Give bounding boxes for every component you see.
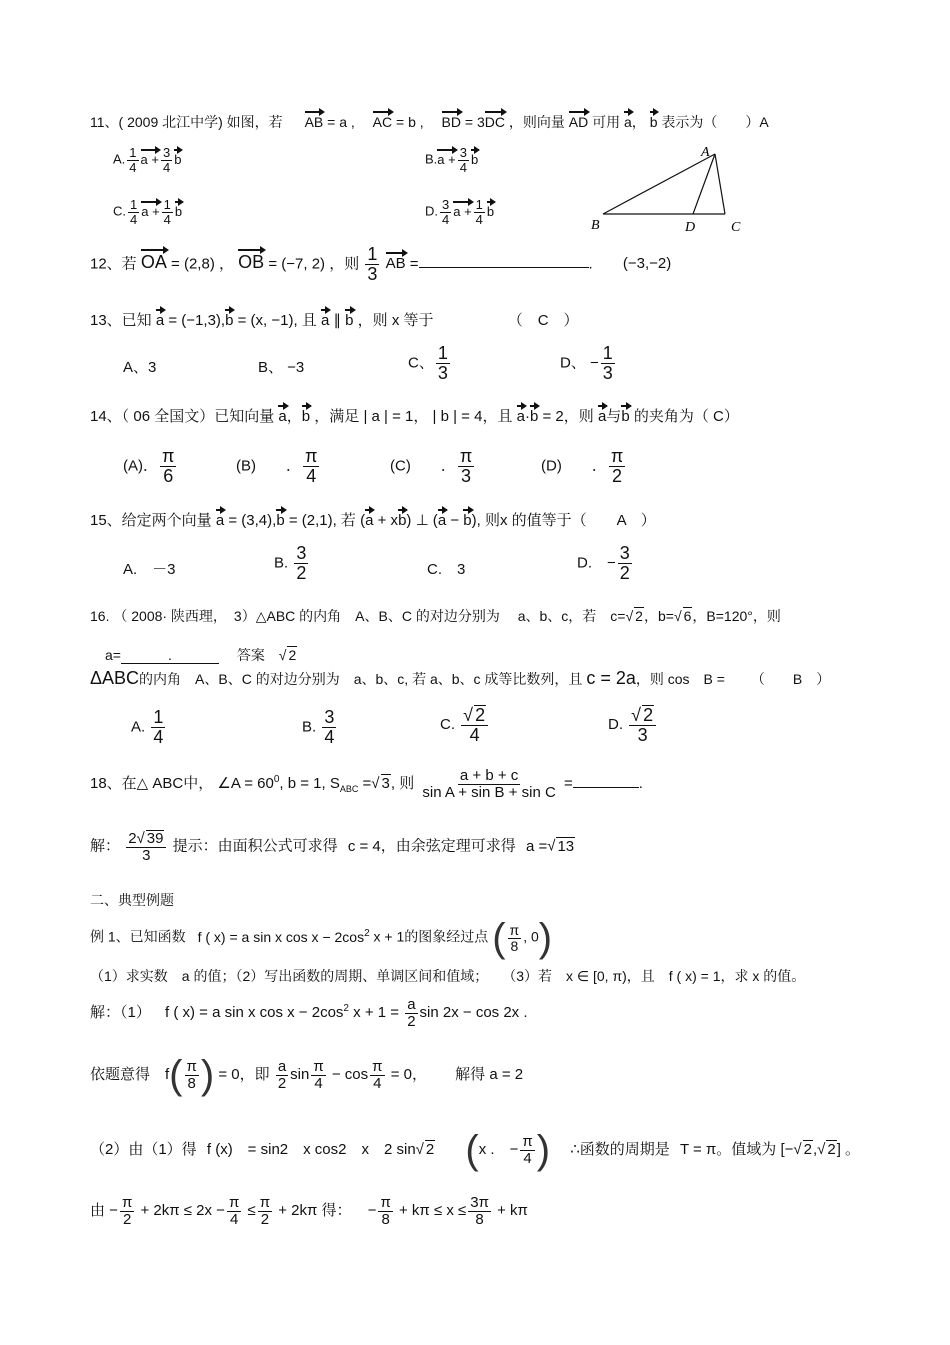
side-AC xyxy=(715,154,725,214)
q13-option-c: C、 $\frac{1}{3}$ xyxy=(408,343,448,383)
q11-stem: 11、( 2009 北江中学) 如图，若 AB = a , AC = b , BD = 3DC ，则向量 AD 可用 a， b 表示为（ ）A xyxy=(90,110,769,131)
q15: 15、给定两个向量 a = (3,4),b = (2,1), 若 (a + xb) ⊥ (a − b), 则x 的值等于（ A ） xyxy=(90,508,656,530)
q14-option-d: (D) ． $\frac{\pi}{2}$ xyxy=(541,446,624,486)
answer-blank[interactable] xyxy=(419,267,589,268)
q16-answer-blank[interactable]: . xyxy=(121,647,219,664)
vec-AB: AB xyxy=(305,110,324,131)
q11-option-c: C. $\frac{1}{4}$ a + $\frac{1}{4}$ b xyxy=(113,197,183,227)
q15-option-c: C. 3 xyxy=(427,561,466,578)
section-heading: 二、典型例题 xyxy=(90,892,174,908)
q13: 13、已知 a = (−1,3),b = (x, −1), 且 a ∥ b ，则 x 等于 （ C ） xyxy=(90,308,579,330)
vec-AC: AC xyxy=(373,110,392,131)
q16-answer-line: a= . 答案 √ 2 xyxy=(105,647,297,663)
example-1: 例 1、已知函数 f ( x) = a sin x $\cos x - 2\cos^2$ x + 1的图象经过点 ( $\frac{\pi}{8}$ , 0) xyxy=(90,916,553,960)
vec-OB: OB xyxy=(238,248,264,274)
vertex-label-A: A xyxy=(701,145,710,160)
vertex-label-D: D xyxy=(685,220,696,235)
q17-option-c: C. $\frac{√ 2}{4}$ xyxy=(440,705,490,745)
q17-option-b: B. $\frac{3}{4}$ xyxy=(302,707,335,747)
q18-answer-blank[interactable] xyxy=(573,787,639,788)
solution-part-1: 解：（1） f ( x) = a sin x $\cos x - 2\cos^2$ x + 1 = $\frac{a}{2}$ sin 2x − cos 2x . xyxy=(90,996,528,1030)
q14: 14、（ 06 全国文）已知向量 a，b ，满足 | a | = 1， | b | = 4，且 a·b = 2，则 a与b 的夹角为（ C） xyxy=(90,404,739,426)
q14-option-a: (A)． $\frac{\pi}{6}$ xyxy=(123,446,175,486)
solution-part-1b: 依题意得 f( $\frac{\pi}{8}$ ) = 0，即 $\frac{a}{2}$ sin $\frac{\pi}{4}$ − cos $\frac{\pi}{4}$ = 0， 解得 a = 2 xyxy=(90,1053,524,1097)
vec-BD: BD xyxy=(442,110,461,131)
vec-AB-q12: AB xyxy=(386,251,406,273)
vec-DC: DC xyxy=(485,110,505,131)
q15-option-a: A. －3 xyxy=(123,561,176,578)
side-BA xyxy=(603,154,715,214)
example-1-questions: （1）求实数 a 的值；（2）写出函数的周期、单调区间和值域； （3）若 x ∈ [0, π)，且 f ( x) = 1，求 x 的值。 xyxy=(90,968,806,984)
q11-option-d: D. $\frac{3}{4}$ a + $\frac{1}{4}$ b xyxy=(425,197,495,227)
q11-option-a: A. $\frac{1}{4}$ a + $\frac{3}{4}$ b xyxy=(113,145,182,175)
q13-option-d: D、 − $\frac{1}{3}$ xyxy=(560,343,613,383)
vertex-label-C: C xyxy=(731,220,741,235)
q13-option-b: B、 −3 xyxy=(258,359,305,376)
q11-option-b: B.a + $\frac{3}{4}$ b xyxy=(425,145,479,175)
q17: ΔABC的内角 A、B、C 的对边分别为 a、b、c, 若 a、b、c 成等比数列，且 c = 2a，则 cos B = （ B ） xyxy=(90,668,831,688)
q15-option-b: B. $\frac{3}{2}$ xyxy=(274,543,307,583)
q14-option-b: (B) ． $\frac{\pi}{4}$ xyxy=(236,446,318,486)
q17-option-d: D. $\frac{√ 2}{3}$ xyxy=(608,705,658,745)
q17-option-a: A. $\frac{1}{4}$ xyxy=(131,707,164,747)
q12: 12、若 OA = (2,8) ， OB = (−7, 2) ，则 $\frac{1}{3}$ AB = . (−3,−2) xyxy=(90,244,672,284)
solution-part-2b: 由 − $\frac{\pi}{2}$ + 2kπ ≤ 2x − $\frac{\pi}{4}$ ≤ $\frac{\pi}{2}$ + 2kπ 得： − $\frac{\pi}{8}$ + kπ ≤ x ≤ $\frac{3\pi}{8}$ + kπ xyxy=(90,1194,528,1228)
vec-AD: AD xyxy=(569,110,588,131)
vertex-label-B: B xyxy=(591,218,600,233)
q18-solution: 解： $\frac{2√ 39}{3}$ 提示：由面积公式可求得 c = 4，由余弦定理可求得 a =√ 13 xyxy=(90,830,575,864)
q18: 18、在△ ABC中， ∠A = $60^0$, b = 1, $S_{ABC}$ =√ 3, 则 $\frac{a + b + c}{\text{sin A + sin B + sin C}}$ = . xyxy=(90,767,643,801)
side-AD xyxy=(693,154,715,214)
vec-OA: OA xyxy=(141,248,167,274)
q15-option-d: D. − $\frac{3}{2}$ xyxy=(577,543,630,583)
triangle-figure xyxy=(585,140,755,240)
q14-option-c: (C) ． $\frac{\pi}{3}$ xyxy=(390,446,473,486)
q13-option-a: A、3 xyxy=(123,359,157,376)
q16: 16. （ 2008· 陕西理， 3）△ABC 的内角 A、B、C 的对边分别为 a、b、c，若 c=√ 2，b=√ 6，B=120°，则 xyxy=(90,608,781,624)
solution-part-2: （2）由（1）得 f (x) = sin2 x cos2 x 2 sin√ 2 (x . − $\frac{\pi}{4}$ ) ∴函数的周期是 T = π。值域为 [−√ 2,√ 2] 。 xyxy=(90,1128,861,1172)
